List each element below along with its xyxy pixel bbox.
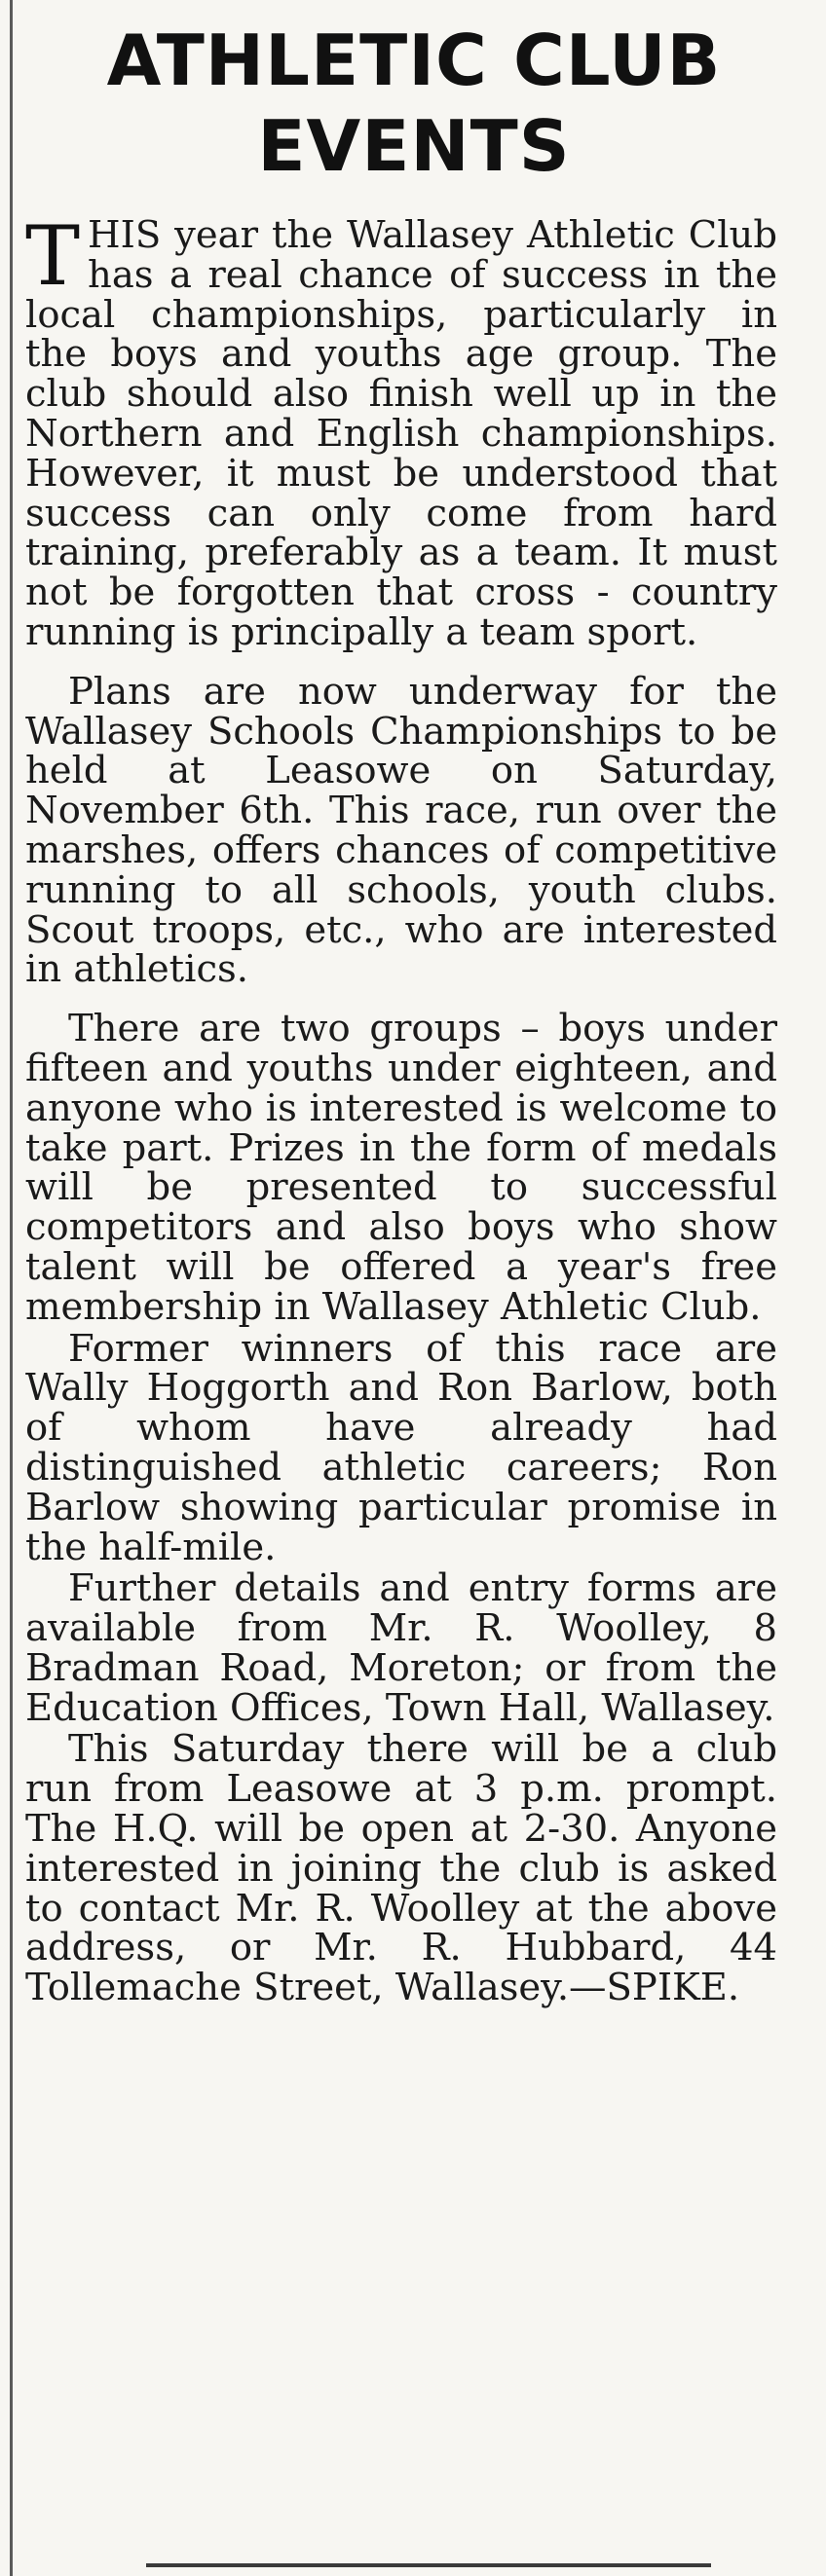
paragraph-1 (25, 208, 777, 654)
paragraph-6: This Saturday there will be a club run from Leasowe at 3 p.m. prompt. The H.Q. will be open at 2-30. Anyone interested in joining the club is asked to contact Mr. R. Woolley at the above address, or Mr. R. Hubbard, 44 Tollemache Street, Wallasey.—SPIKE. (25, 1727, 777, 2010)
paragraph-5: Further details and entry forms are available from Mr. R. Woolley, 8 Bradman Road, Moreton; or from the Education Offices, Town Hall, Wallasey. (25, 1566, 777, 1730)
headline (19, 18, 808, 189)
paragraph-4: Former winners of this race are Wally Hoggorth and Ron Barlow, both of whom have already had distinguished athletic careers; Ron Barlow showing particular promise in the half-mile. (25, 1326, 777, 1569)
paragraph-1-text: HIS year the Wallasey Athletic Club has a real chance of success in the local championships, particularly in the boys and youths age group. The club should also finish well up in the Northern and English championships. However, it must be understood that success can only come from hard training, preferably as a team. It must not be forgotten that cross - country running is principally a team sport. (25, 213, 777, 654)
article-body (25, 208, 777, 2010)
headline-line-2: EVENTS (257, 105, 571, 187)
paragraph-3: There are two groups – boys under fifteen and youths under eighteen, and anyone who is interested is welcome to take part. Prizes in the form of medals will be presented to successful competitors and also boys who show talent will be offered a year's free membership in Wallasey Athletic Club. (25, 1007, 777, 1329)
headline-line-1: ATHLETIC CLUB (106, 19, 722, 101)
bottom-divider (146, 2563, 711, 2567)
paragraph-2: Plans are now underway for the Wallasey Schools Championships to be held at Leasowe on Saturday, November 6th. This race, run over the marshes, offers chances of competitive running to all schools, youth clubs. Scout troops, etc., who are interested in athletics. (25, 669, 777, 992)
drop-cap: T (25, 208, 81, 304)
column-rule (10, 0, 13, 2576)
